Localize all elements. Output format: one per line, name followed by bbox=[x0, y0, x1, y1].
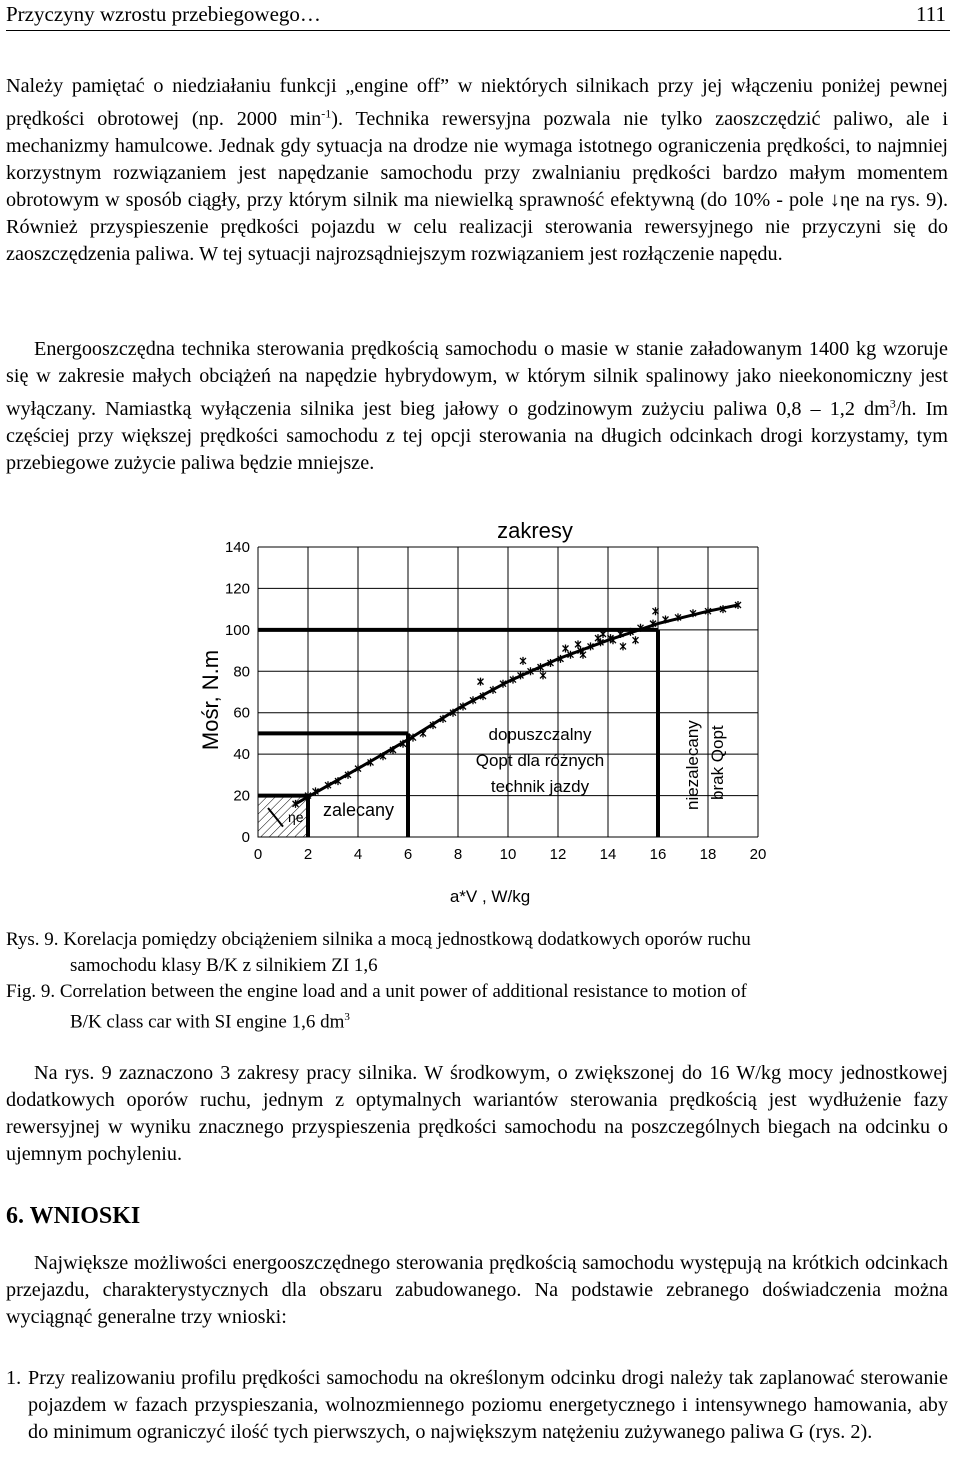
x-tick-label: 14 bbox=[599, 846, 617, 863]
region-label-allowed-1: dopuszczalny bbox=[488, 725, 592, 744]
region-label-recommended: zalecany bbox=[323, 800, 395, 820]
page-number: 111 bbox=[916, 2, 946, 26]
caption-en-line2: B/K class car with SI engine 1,6 $dm^3$ bbox=[70, 1010, 350, 1032]
paragraph-4 bbox=[6, 1250, 948, 1331]
y-tick-label: 80 bbox=[233, 663, 250, 681]
caption-en-line1: Correlation between the engine load and a unit power of additional resistance to motion of bbox=[59, 981, 747, 1002]
paragraph-2 bbox=[6, 336, 948, 477]
region-label-allowed-2: Qopt dla różnych bbox=[475, 751, 605, 770]
caption-pl-label: Rys. 9. bbox=[6, 929, 59, 950]
figure-9-chart bbox=[180, 510, 800, 910]
region-label-not-recommended-1: niezalecany bbox=[683, 720, 702, 810]
x-tick-label: 10 bbox=[499, 846, 517, 863]
paragraph-1-text: Należy pamiętać o niedziałaniu funkcji „engine off” w niektórych silnikach przy jej włączeniu poniżej pewnej prędkości obrotowej (np. 2000 $\min^{-1}$). Technika rewersyjna pozwala nie tylko zaoszczędzić paliwo, ale i mechanizmy hamulcowe. Jednak gdy sytuacja na drodze nie wymaga istotnego ograniczenia prędkości, to najmniej korzystnym rozwiązaniem jest napędzanie samochodu przy zwalnianiu prędkości bardzo małym momentem obrotowym w sposób ciągły, przy którym silnik ma niewielką sprawność efektywną (do 10% - pole ↓ηe na rys. 9). Również przyspieszenie prędkości pojazdu w celu realizacji sterowania rewersyjnego nie przyczyni się do zaoszczędzenia paliwa. W tej sytuacji najrozsądniejszym rozwiązaniem jest rozłączenie napędu. bbox=[6, 75, 948, 266]
list-item-text: Przy realizowaniu profilu prędkości samochodu na określonym odcinku drogi należy tak zaplanować sterowanie pojazdem w fazach przyspieszania, wolnozmiennego poziomu energetycznego i intensywnego hamowania, aby do minimum ograniczyć ilość tych pierwszych, o największym natężeniu zużywanego paliwa G (rys. 2). bbox=[28, 1367, 948, 1444]
paragraph-1 bbox=[6, 73, 948, 268]
y-tick-label: 100 bbox=[224, 621, 250, 639]
paragraph-2-text: Energooszczędna technika sterowania prędkością samochodu o masie w stanie załadowanym 1400 kg wzoruje się w zakresie małych obciążeń na napędzie hybrydowym, w którym silnik spalinowy jako nieekonomiczny jest wyłączany. Namiastką wyłączenia silnika jest bieg jałowy o godzinowym zużyciu paliwa 0,8 – 1,2 $dm^3/h$. Im częściej przy większej prędkości samochodu z tej opcji sterowania na długich odcinkach drogi korzystamy, tym przebiegowe zużycie paliwa będzie mniejsze. bbox=[6, 338, 948, 475]
x-tick-label: 18 bbox=[699, 846, 717, 863]
x-tick-label: 8 bbox=[453, 846, 463, 863]
conclusion-item-1 bbox=[6, 1365, 948, 1446]
y-tick-label: 0 bbox=[241, 829, 250, 846]
list-number: 1. bbox=[6, 1367, 22, 1389]
caption-pl bbox=[6, 927, 952, 978]
x-tick-label: 20 bbox=[749, 846, 767, 863]
region-label-hatch: ηe bbox=[288, 809, 304, 825]
y-tick-label: 140 bbox=[224, 539, 250, 556]
x-tick-label: 16 bbox=[649, 846, 667, 863]
x-tick-label: 12 bbox=[549, 846, 567, 863]
x-tick-label: 4 bbox=[353, 846, 363, 863]
x-tick-label: 0 bbox=[253, 846, 263, 863]
y-tick-label: 40 bbox=[233, 746, 250, 764]
paragraph-3 bbox=[6, 1060, 948, 1168]
caption-en bbox=[6, 979, 952, 1034]
x-axis-label: a*V , W/kg bbox=[449, 887, 531, 906]
region-label-allowed-3: technik jazdy bbox=[490, 777, 590, 796]
section-heading: 6. WNIOSKI bbox=[6, 1203, 141, 1229]
running-title: Przyczyny wzrostu przebiegowego… bbox=[6, 2, 321, 26]
paragraph-3-text: Na rys. 9 zaznaczono 3 zakresy pracy silnika. W środkowym, o zwiększonej do 16 W/kg mocy jednostkowej dodatkowych oporów ruchu, jednym z optymalnych wariantów sterowania prędkością jest wydłużenie fazy rewersyjnej w wyniku znacznego przyspieszenia prędkości samochodu na poszczególnych biegach na odcinku o ujemnym pochyleniu. bbox=[6, 1062, 948, 1166]
y-tick-label: 60 bbox=[233, 704, 250, 722]
x-tick-label: 2 bbox=[303, 846, 313, 863]
chart-title: zakresy bbox=[497, 518, 573, 543]
region-label-not-recommended-2: brak Qopt bbox=[708, 725, 727, 800]
caption-pl-line1: Korelacja pomiędzy obciążeniem silnika a mocą jednostkową dodatkowych oporów ruchu bbox=[63, 929, 751, 950]
caption-pl-line2: samochodu klasy B/K z silnikiem ZI 1,6 bbox=[70, 954, 378, 976]
y-axis-label: Mośr, N.m bbox=[198, 649, 223, 751]
plot-area bbox=[225, 539, 766, 863]
running-header bbox=[6, 0, 950, 31]
caption-en-label: Fig. 9. bbox=[6, 981, 56, 1002]
y-tick-label: 120 bbox=[224, 580, 250, 598]
paragraph-4-text: Największe możliwości energooszczędnego sterowania prędkością samochodu występują na krótkich odcinkach przejazdu, charakterystycznych dla obszaru zabudowanego. Na podstawie zebranego doświadczenia można wyciągnąć generalne trzy wnioski: bbox=[6, 1252, 948, 1329]
x-tick-label: 6 bbox=[403, 846, 413, 863]
y-tick-label: 20 bbox=[233, 787, 250, 805]
